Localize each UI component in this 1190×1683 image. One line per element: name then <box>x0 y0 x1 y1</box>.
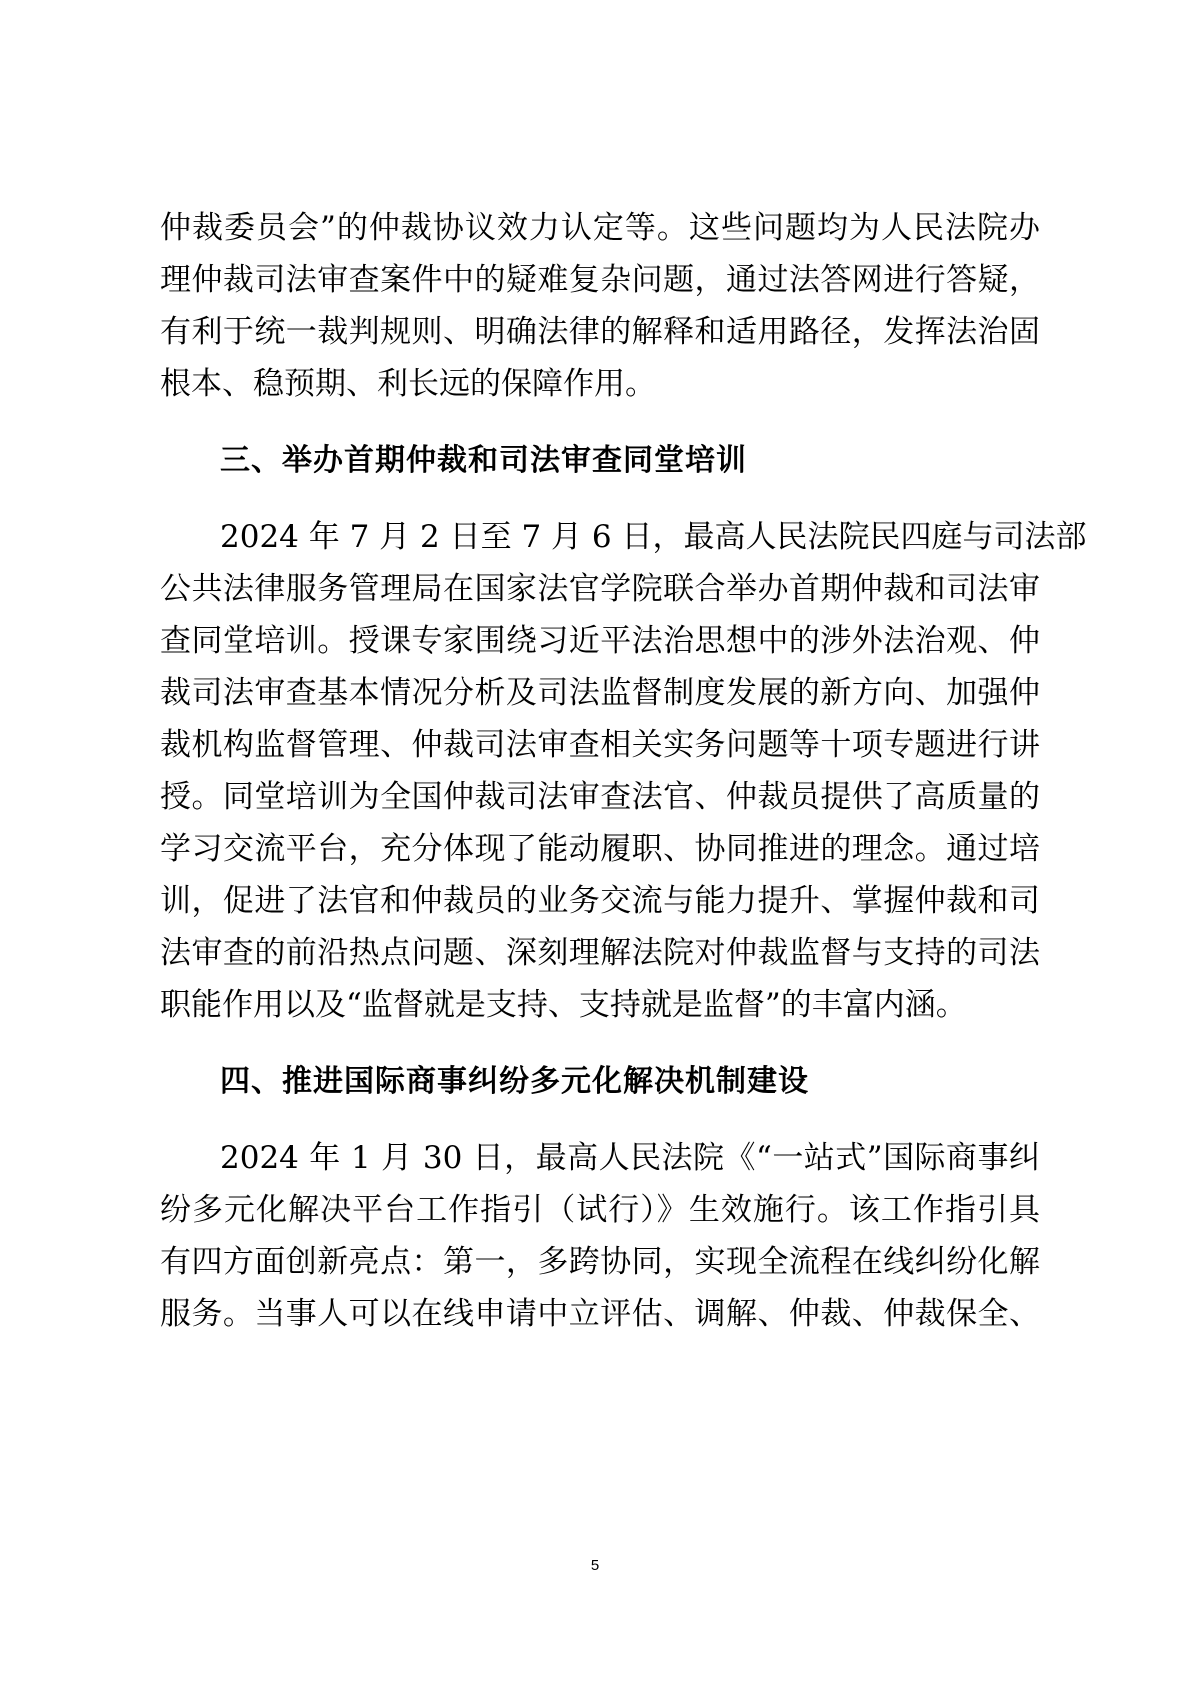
paragraph-line: 职能作用以及“监督就是支持、支持就是监督”的丰富内涵。 <box>160 987 967 1023</box>
paragraph-line: 根本、稳预期、利长远的保障作用。 <box>160 366 656 402</box>
page-number: 5 <box>590 1557 600 1574</box>
paragraph-line: 2024 年 7 月 2 日至 7 月 6 日，最高人民法院民四庭与司法部 <box>220 519 1087 555</box>
paragraph-line: 法审查的前沿热点问题、深刻理解法院对仲裁监督与支持的司法 <box>160 935 1040 971</box>
paragraph-line: 2024 年 1 月 30 日，最高人民法院《“一站式”国际商事纠 <box>220 1140 1040 1176</box>
paragraph-line: 授。同堂培训为全国仲裁司法审查法官、仲裁员提供了高质量的 <box>160 779 1040 815</box>
section-heading-3: 三、举办首期仲裁和司法审查同堂培训 <box>220 443 747 478</box>
paragraph-line: 有利于统一裁判规则、明确法律的解释和适用路径，发挥法治固 <box>160 314 1040 350</box>
paragraph-line: 服务。当事人可以在线申请中立评估、调解、仲裁、仲裁保全、 <box>160 1296 1040 1332</box>
paragraph-line: 学习交流平台，充分体现了能动履职、协同推进的理念。通过培 <box>160 831 1040 867</box>
paragraph-line: 裁机构监督管理、仲裁司法审查相关实务问题等十项专题进行讲 <box>160 727 1040 763</box>
paragraph-line: 裁司法审查基本情况分析及司法监督制度发展的新方向、加强仲 <box>160 675 1040 711</box>
paragraph-line: 训，促进了法官和仲裁员的业务交流与能力提升、掌握仲裁和司 <box>160 883 1040 919</box>
paragraph-line: 纷多元化解决平台工作指引（试行）》生效施行。该工作指引具 <box>160 1192 1040 1228</box>
section-heading-4: 四、推进国际商事纠纷多元化解决机制建设 <box>220 1064 809 1099</box>
paragraph-line: 有四方面创新亮点：第一，多跨协同，实现全流程在线纠纷化解 <box>160 1244 1040 1280</box>
paragraph-line: 公共法律服务管理局在国家法官学院联合举办首期仲裁和司法审 <box>160 571 1040 607</box>
paragraph-line: 理仲裁司法审查案件中的疑难复杂问题，通过法答网进行答疑， <box>160 262 1040 298</box>
paragraph-line: 查同堂培训。授课专家围绕习近平法治思想中的涉外法治观、仲 <box>160 623 1040 659</box>
paragraph-line: 仲裁委员会”的仲裁协议效力认定等。这些问题均为人民法院办 <box>160 210 1040 246</box>
